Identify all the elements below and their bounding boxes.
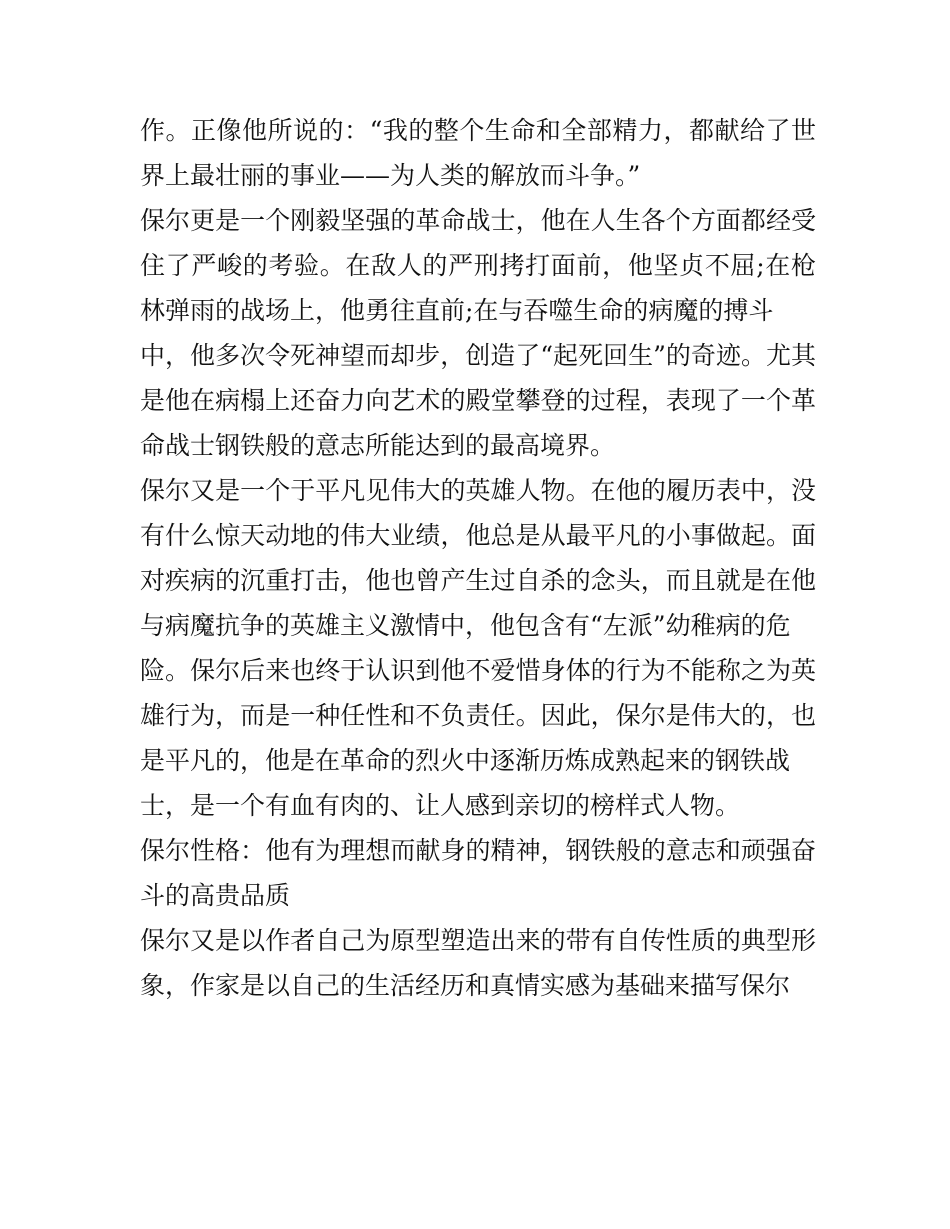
text-line: 雄行为，而是一种任性和不负责任。因此，保尔是伟大的，也 (140, 701, 816, 730)
text-line: 有什么惊天动地的伟大业绩，他总是从最平凡的小事做起。面 (140, 521, 816, 550)
text-line: 中，他多次令死神望而却步，创造了“起死回生”的奇迹。尤其 (140, 341, 816, 370)
body-text (140, 108, 816, 1008)
text-line: 命战士钢铁般的意志所能达到的最高境界。 (140, 431, 616, 460)
text-line: 住了严峻的考验。在敌人的严刑拷打面前，他坚贞不屈;在枪 (140, 251, 816, 280)
text-line: 险。保尔后来也终于认识到他不爱惜身体的行为不能称之为英 (140, 656, 816, 685)
text-line: 林弹雨的战场上，他勇往直前;在与吞噬生命的病魔的搏斗 (140, 296, 774, 325)
text-line: 界上最壮丽的事业——为人类的解放而斗争。” (140, 161, 641, 190)
text-line: 对疾病的沉重打击，他也曾产生过自杀的念头，而且就是在他 (140, 566, 816, 595)
text-line: 作。正像他所说的：“我的整个生命和全部精力，都献给了世 (140, 116, 816, 145)
text-line: 是平凡的，他是在革命的烈火中逐渐历炼成熟起来的钢铁战 (140, 746, 791, 775)
text-line: 与病魔抗争的英雄主义激情中，他包含有“左派”幼稚病的危 (140, 611, 791, 640)
text-line: 保尔更是一个刚毅坚强的革命战士，他在人生各个方面都经受 (140, 206, 816, 235)
text-line: 保尔又是一个于平凡见伟大的英雄人物。在他的履历表中，没 (140, 476, 816, 505)
text-line: 象，作家是以自己的生活经历和真情实感为基础来描写保尔 (140, 971, 791, 1000)
text-line: 斗的高贵品质 (140, 881, 291, 910)
text-line: 保尔性格：他有为理想而献身的精神，钢铁般的意志和顽强奋 (140, 836, 816, 865)
text-line: 是他在病榻上还奋力向艺术的殿堂攀登的过程，表现了一个革 (140, 386, 816, 415)
text-line: 士，是一个有血有肉的、让人感到亲切的榜样式人物。 (140, 791, 741, 820)
text-line: 保尔又是以作者自己为原型塑造出来的带有自传性质的典型形 (140, 926, 816, 955)
